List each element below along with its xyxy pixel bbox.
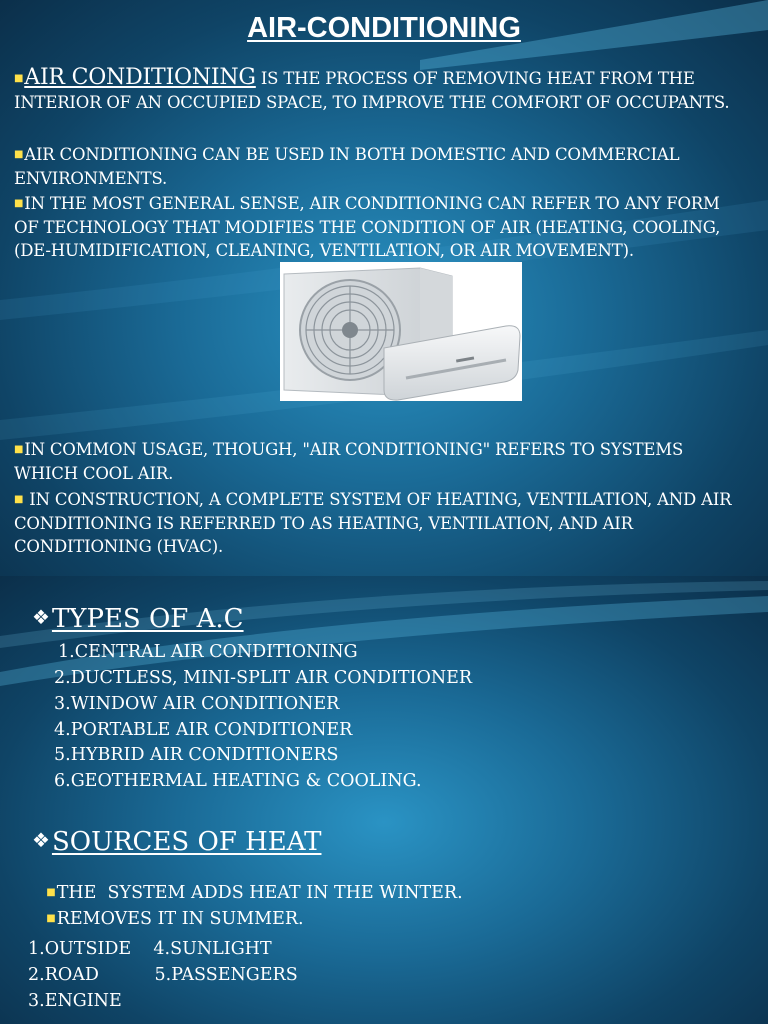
bullet-icon: ■ bbox=[14, 494, 24, 505]
paragraph-construction bbox=[14, 488, 736, 559]
paragraph-text: IS THE PROCESS OF REMOVING HEAT FROM THE INTERIOR OF AN OCCUPIED SPACE, TO IMPROVE THE COMFORT OF OCCUPANTS. bbox=[14, 69, 730, 112]
list-item: 2.DUCTLESS, MINI-SPLIT AIR CONDITIONER bbox=[54, 668, 473, 688]
list-item: 1.CENTRAL AIR CONDITIONING bbox=[58, 642, 358, 662]
bullet-icon: ■ bbox=[14, 73, 24, 84]
sources-heading: ❖SOURCES OF HEAT bbox=[32, 827, 322, 857]
air-conditioner-image bbox=[280, 262, 522, 401]
paragraph-lead: AIR CONDITIONING bbox=[24, 65, 256, 90]
bullet-icon: ■ bbox=[14, 149, 24, 160]
diamond-bullet-icon: ❖ bbox=[32, 828, 50, 852]
list-item: 1.OUTSIDE 4.SUNLIGHT bbox=[28, 939, 272, 959]
list-item: 6.GEOTHERMAL HEATING & COOLING. bbox=[54, 771, 422, 791]
paragraph-usage bbox=[14, 143, 736, 190]
paragraph-text: IN THE MOST GENERAL SENSE, AIR CONDITIONING CAN REFER TO ANY FORM OF TECHNOLOGY THAT MODIFIES THE CONDITION OF AIR (HEATING, COOLING, (DE-HUMIDIFICATION, CLEANING, VENTILATION, OR AIR MOVEMENT). bbox=[14, 194, 721, 260]
list-item: ■REMOVES IT IN SUMMER. bbox=[46, 909, 304, 929]
diamond-bullet-icon: ❖ bbox=[32, 605, 50, 629]
slide-2 bbox=[0, 576, 768, 1024]
list-item: 4.PORTABLE AIR CONDITIONER bbox=[54, 720, 353, 740]
bullet-icon: ■ bbox=[46, 887, 56, 898]
types-heading: ❖TYPES OF A.C bbox=[32, 604, 244, 634]
paragraph-common-usage bbox=[14, 438, 736, 485]
list-item: 2.ROAD 5.PASSENGERS bbox=[28, 965, 298, 985]
paragraph-definition bbox=[14, 66, 736, 114]
paragraph-text: IN CONSTRUCTION, A COMPLETE SYSTEM OF HEATING, VENTILATION, AND AIR CONDITIONING IS REFERRED TO AS HEATING, VENTILATION, AND AIR CONDITIONING (HVAC). bbox=[14, 490, 732, 556]
list-item: ■THE SYSTEM ADDS HEAT IN THE WINTER. bbox=[46, 883, 463, 903]
bullet-icon: ■ bbox=[14, 198, 24, 209]
list-item: 3.WINDOW AIR CONDITIONER bbox=[54, 694, 340, 714]
paragraph-text: IN COMMON USAGE, THOUGH, "AIR CONDITIONING" REFERS TO SYSTEMS WHICH COOL AIR. bbox=[14, 440, 684, 483]
paragraph-text: AIR CONDITIONING CAN BE USED IN BOTH DOMESTIC AND COMMERCIAL ENVIRONMENTS. bbox=[14, 145, 680, 188]
slide-title: AIR-CONDITIONING bbox=[247, 12, 521, 44]
list-item: 5.HYBRID AIR CONDITIONERS bbox=[54, 745, 339, 765]
bullet-icon: ■ bbox=[14, 444, 24, 455]
list-item: 3.ENGINE bbox=[28, 991, 122, 1011]
bullet-icon: ■ bbox=[46, 913, 56, 924]
paragraph-general-sense bbox=[14, 192, 736, 263]
